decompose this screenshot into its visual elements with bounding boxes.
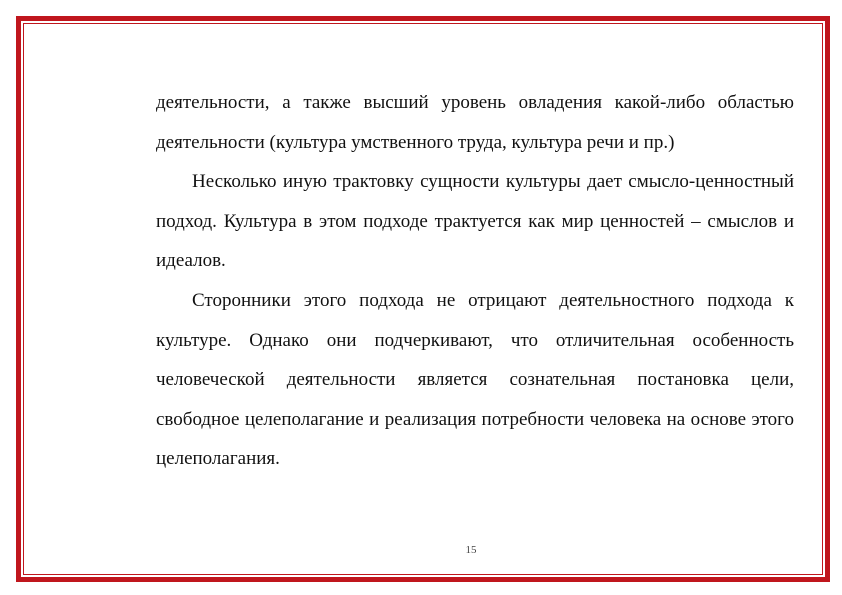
body-text — [156, 83, 794, 479]
paragraph-supporters: Сторонники этого подхода не отрицают деятельностного подхода к культуре. Однако они подчеркивают, что отличительная особенность человеческой деятельности является сознательная постановка цели, свободное целеполагание и реализация потребности человека на основе этого целеполагания. — [156, 289, 794, 470]
page-number: 15 — [465, 544, 477, 556]
paragraph-continuation: деятельности, а также высший уровень овладения какой-либо областью деятельности (культура умственного труда, культура речи и пр.) — [156, 92, 794, 153]
paragraph-value-approach: Несколько иную трактовку сущности культуры дает смысло-ценностный подход. Культура в этом подходе трактуется как мир ценностей – смыслов и идеалов. — [156, 171, 794, 272]
